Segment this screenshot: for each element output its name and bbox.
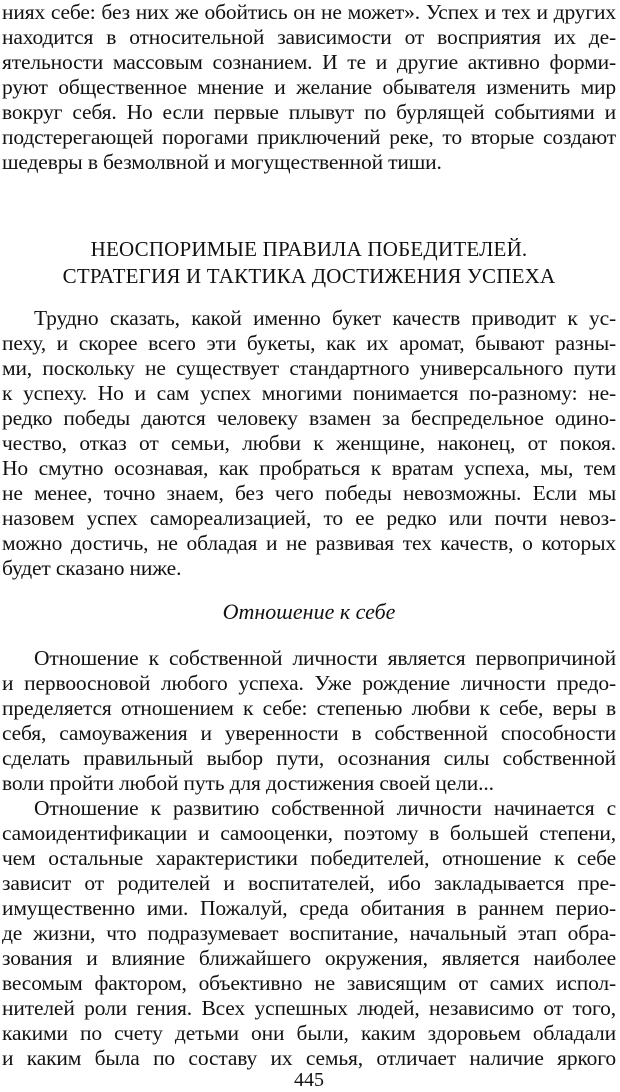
- text-line: назовем успех самореализацией, то ее редко или почти невоз-: [2, 506, 616, 530]
- text-line: ятельности массовым сознанием. И те и другие активно форми-: [2, 50, 616, 74]
- text-line: не менее, точно знаем, без чего победы невозможны. Если мы: [2, 481, 616, 505]
- text-line: пределяется отношением к себе: степенью любви к себе, веры в: [2, 696, 616, 720]
- text-line: и первоосновой любого успеха. Уже рождение личности предо-: [2, 671, 616, 695]
- text-line: чем остальные характеристики победителей, отношение к себе: [2, 846, 616, 870]
- text-line: зависит от родителей и воспитателей, ибо закладывается пре-: [2, 871, 616, 895]
- subsection-title: Отношение к себе: [222, 599, 396, 624]
- text-line: к успеху. Но и сам успех многими понимается по-разному: не-: [2, 381, 616, 405]
- text-line: находится в относительной зависимости от восприятия их де-: [2, 25, 616, 49]
- section-heading-line-1: НЕОСПОРИМЫЕ ПРАВИЛА ПОБЕДИТЕЛЕЙ.: [90, 237, 528, 261]
- text-line: подстерегающей порогами приключений реке, то вторые создают: [2, 125, 616, 149]
- text-line: можно достичь, не обладая и не развивая тех качеств, о которых: [2, 531, 616, 555]
- text-line: руют общественное мнение и желание обывателя изменить мир: [2, 75, 616, 99]
- text-line: нителей роли гения. Всех успешных людей, независимо от того,: [2, 996, 616, 1020]
- text-line: будет сказано ниже.: [2, 556, 182, 580]
- text-line: воли пройти любой путь для достижения своей цели...: [2, 771, 494, 795]
- text-line: себя, самоуважения и уверенности в собственной способности: [2, 721, 616, 745]
- text-line: де жизни, что подразумевает воспитание, начальный этап обра-: [2, 921, 616, 945]
- text-line: чество, отказ от семьи, любви к женщине, наконец, от покоя.: [2, 431, 616, 455]
- text-line: самоидентификации и самооценки, поэтому в большей степени,: [2, 821, 616, 845]
- text-line: пеху, и скорее всего эти букеты, как их аромат, бывают разны-: [2, 331, 616, 355]
- page-number: 445: [294, 1069, 324, 1091]
- text-line: Но смутно осознавая, как пробраться к вратам успеха, мы, тем: [2, 456, 616, 480]
- text-line: Трудно сказать, какой именно букет качеств приводит к ус-: [34, 306, 616, 330]
- text-line: редко победы даются человеку взамен за беспредельное одино-: [2, 406, 616, 430]
- text-line: какими по счету детьми они были, каким здоровьем обладали: [2, 1021, 616, 1045]
- text-line: ми, поскольку не существует стандартного универсального пути: [2, 356, 616, 380]
- text-line: шедевры в безмолвной и могущественной тиши.: [2, 150, 442, 174]
- text-line: сделать правильный выбор пути, осознания силы собственной: [2, 746, 616, 770]
- text-line: весомым фактором, объективно не зависящим от самих испол-: [2, 971, 616, 995]
- text-line: зования и влияние ближайшего окружения, является наиболее: [2, 946, 616, 970]
- text-line: ниях себе: без них же обойтись он не может». Успех и тех и других: [2, 0, 616, 24]
- text-line: и каким была по составу их семья, отличает наличие яркого: [2, 1046, 616, 1070]
- text-line: Отношение к собственной личности является первопричиной: [34, 646, 616, 670]
- book-page: [2, 0, 616, 1091]
- section-heading-line-2: СТРАТЕГИЯ И ТАКТИКА ДОСТИЖЕНИЯ УСПЕХА: [62, 264, 556, 288]
- text-line: вокруг себя. Но если первые плывут по бурлящей событиями и: [2, 100, 616, 124]
- text-line: Отношение к развитию собственной личности начинается с: [34, 796, 616, 820]
- text-line: имущественно ими. Пожалуй, среда обитания в раннем перио-: [2, 896, 616, 920]
